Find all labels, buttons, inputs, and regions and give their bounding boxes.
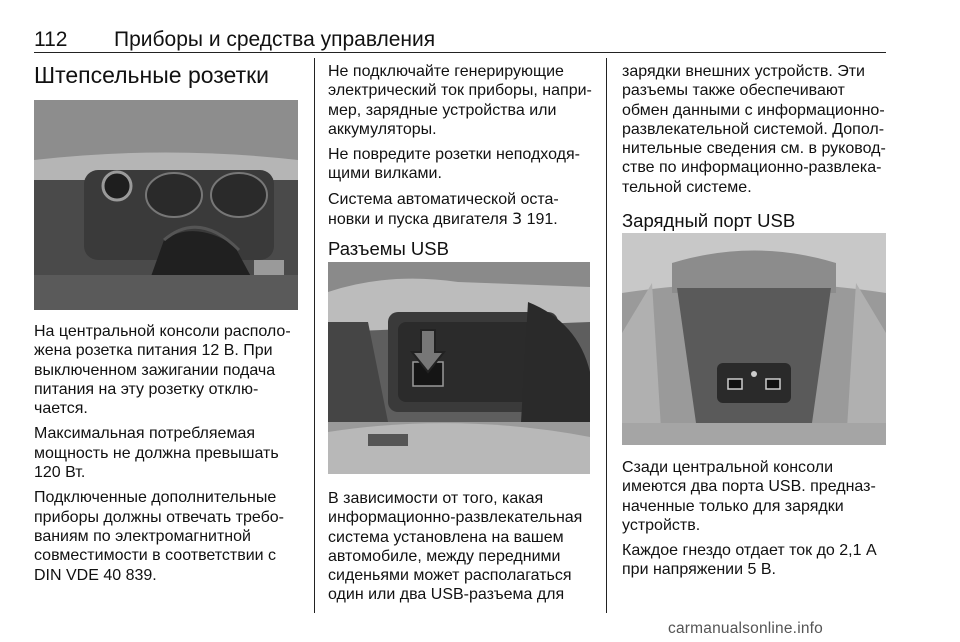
- charging-port-photo: [622, 233, 886, 445]
- column-divider-left: [314, 58, 315, 613]
- column-1: [34, 322, 302, 591]
- paragraph: Система автоматической оста- новки и пуска двигателя 3 191.: [328, 190, 559, 229]
- header-divider: [34, 52, 886, 53]
- usb-section-heading: Разъемы USB: [328, 238, 449, 260]
- page-number: 112: [34, 28, 68, 51]
- paragraph: Подключенные дополнительные приборы должны отвечать требо- ваниям по электромагнитной совместимости в соответствии с DIN VDE 40 839.: [34, 489, 284, 584]
- page-header: [34, 28, 886, 50]
- charging-port-heading: Зарядный порт USB: [622, 210, 796, 232]
- paragraph: Максимальная потребляемая мощность не должна превышать 120 Вт.: [34, 425, 279, 482]
- page-title: Приборы и средства управления: [114, 28, 436, 51]
- column-3-top: [622, 62, 890, 230]
- power-outlet-photo: [34, 100, 298, 310]
- column-divider-right: [606, 58, 607, 613]
- paragraph: Сзади центральной консоли имеются два порта USB. предназ- наченные только для зарядки устройств.: [622, 459, 876, 534]
- paragraph: Не подключайте генерирующие электрический ток приборы, напри- мер, зарядные устройства или аккумуляторы.: [328, 63, 592, 138]
- column-3-bottom: [622, 458, 890, 586]
- usb-connectors-photo: [328, 262, 590, 474]
- paragraph: зарядки внешних устройств. Эти разъемы также обеспечивают обмен данными с информационно- развлекательной системой. Допол- нительные сведения см. в руковод- стве по информационно-развлека- тельной системе.: [622, 63, 886, 196]
- page-reference-link[interactable]: 191.: [526, 211, 558, 229]
- paragraph: На центральной консоли располо- жена розетка питания 12 В. При выключенном зажигании подача питания на эту розетку отклю- чается.: [34, 323, 291, 418]
- section-title: Штепсельные розетки: [34, 62, 270, 88]
- paragraph: В зависимости от того, какая информационно-развлекательная система установлена на вашем автомобиле, между передними сиденьями может располагаться один или два USB-разъема для: [328, 490, 583, 604]
- page-reference-arrow-icon: 3: [511, 209, 523, 229]
- paragraph: Каждое гнездо отдает ток до 2,1 А при напряжении 5 В.: [622, 542, 877, 579]
- column-2-top: [328, 62, 596, 259]
- watermark-footer: carmanualsonline.info: [668, 620, 823, 637]
- column-2-bottom: [328, 489, 596, 611]
- paragraph: Не повредите розетки неподходя- щими вилками.: [328, 146, 580, 183]
